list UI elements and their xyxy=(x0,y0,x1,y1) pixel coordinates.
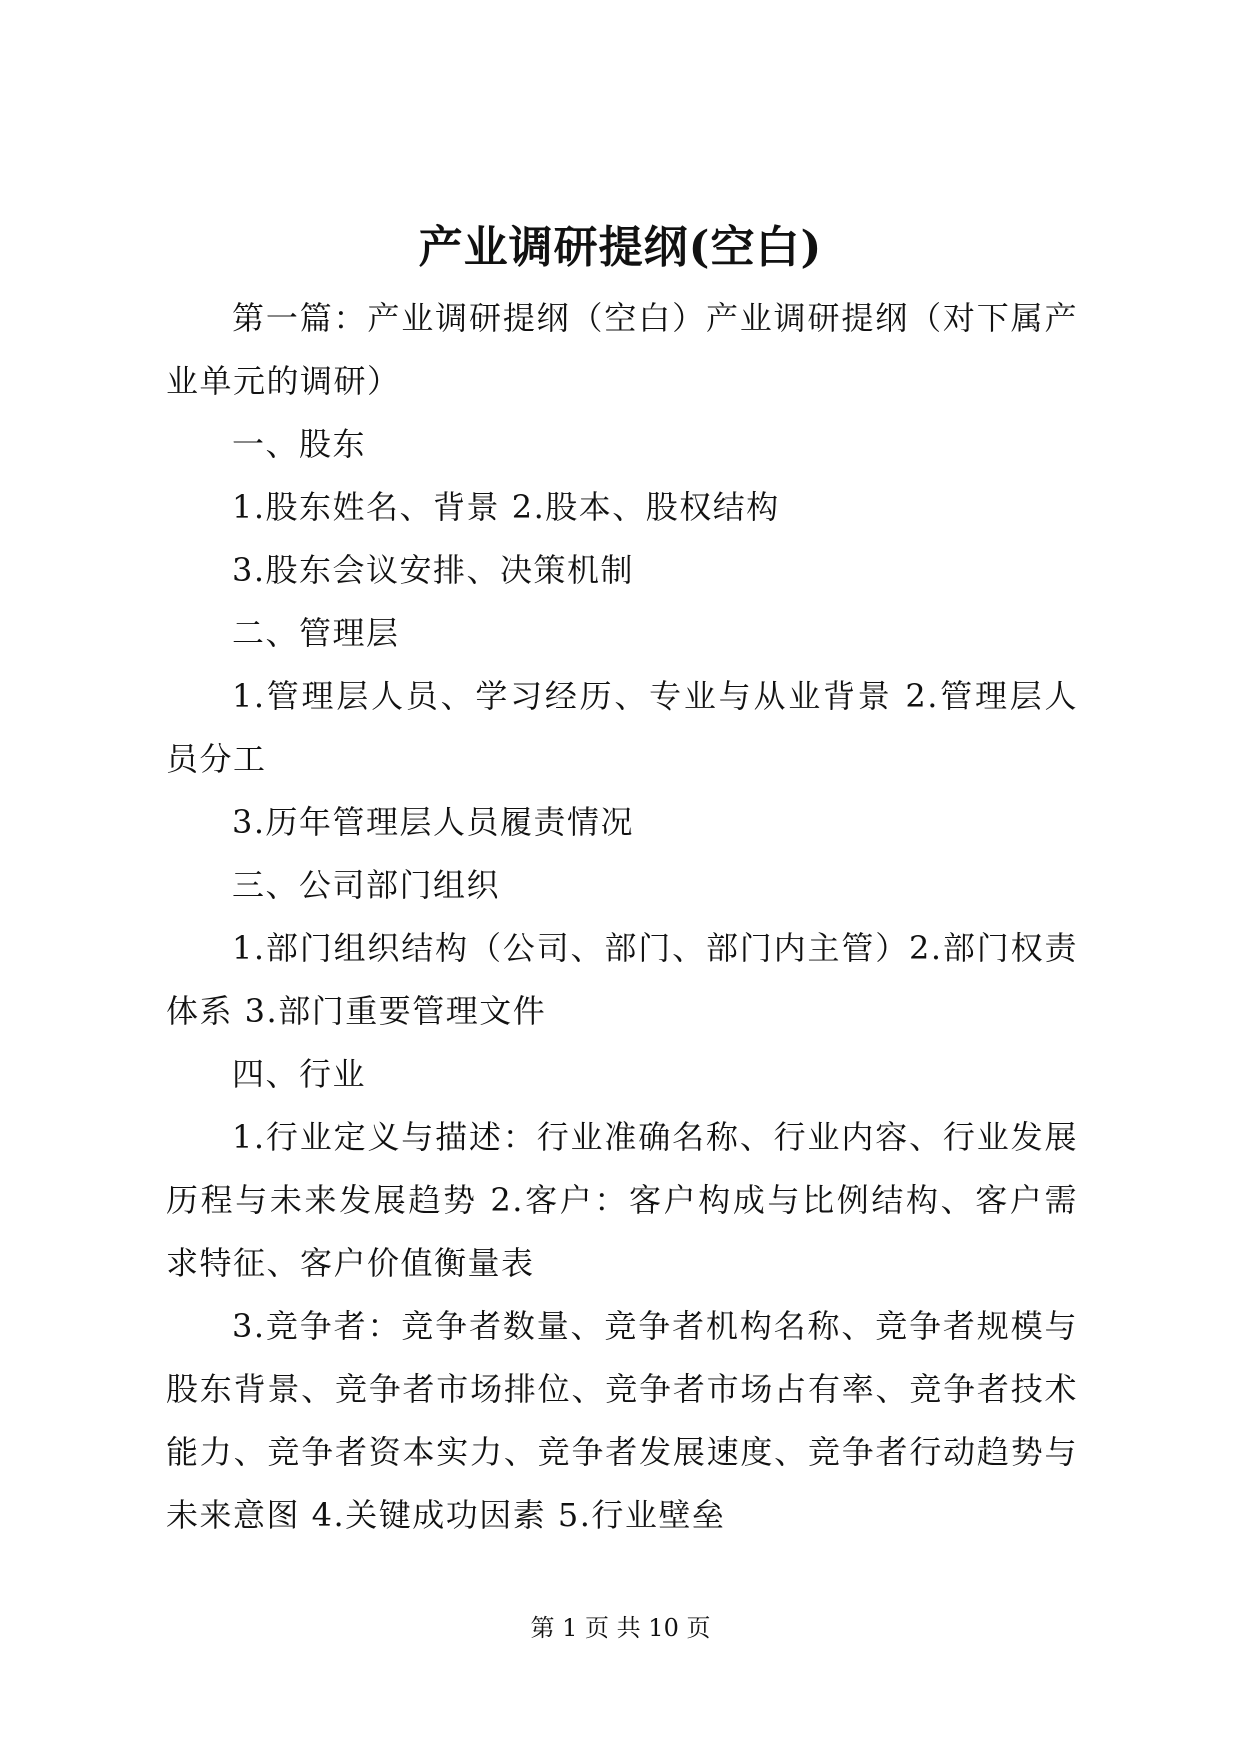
heading-shareholders: 一、股东 xyxy=(232,425,367,463)
document-title: 产业调研提纲(空白) xyxy=(418,222,823,273)
heading-industry: 四、行业 xyxy=(232,1055,367,1093)
paragraph-intro: 第一篇：产业调研提纲（空白）产业调研提纲（对下属产业单元的调研） xyxy=(166,299,1078,400)
paragraph-management-2: 3.历年管理层人员履责情况 xyxy=(232,803,635,841)
paragraph-shareholders-1: 1.股东姓名、背景 2.股本、股权结构 xyxy=(232,488,780,526)
heading-management: 二、管理层 xyxy=(232,614,400,652)
paragraph-management-1: 1.管理层人员、学习经历、专业与从业背景 2.管理层人员分工 xyxy=(166,677,1078,778)
document-body xyxy=(166,287,1078,1547)
page-footer: 第 1 页 共 10 页 xyxy=(530,1614,711,1642)
paragraph-shareholders-2: 3.股东会议安排、决策机制 xyxy=(232,551,635,589)
paragraph-industry-1: 1.行业定义与描述：行业准确名称、行业内容、行业发展历程与未来发展趋势 2.客户：客户构成与比例结构、客户需求特征、客户价值衡量表 xyxy=(166,1118,1078,1282)
paragraph-industry-2: 3.竞争者：竞争者数量、竞争者机构名称、竞争者规模与股东背景、竞争者市场排位、竞争者市场占有率、竞争者技术能力、竞争者资本实力、竞争者发展速度、竞争者行动趋势与未来意图 4.关键成功因素 5.行业壁垒 xyxy=(166,1307,1078,1534)
paragraph-departments-1: 1.部门组织结构（公司、部门、部门内主管）2.部门权责体系 3.部门重要管理文件 xyxy=(166,929,1078,1030)
heading-departments: 三、公司部门组织 xyxy=(232,866,501,904)
